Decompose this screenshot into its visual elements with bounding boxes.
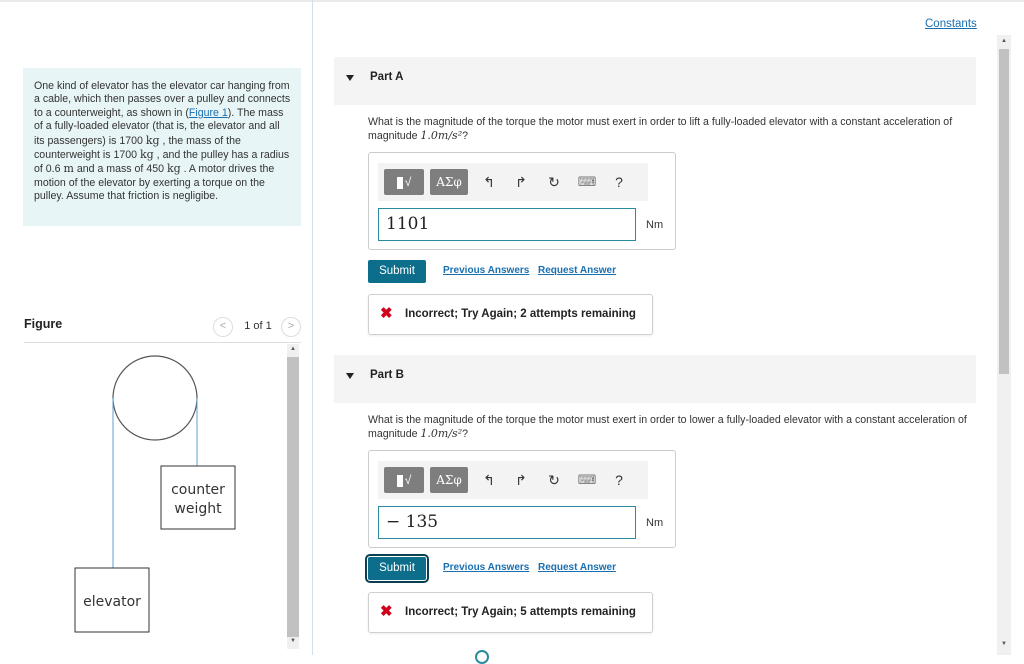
problem-statement <box>23 68 301 226</box>
part-a-answer-box <box>368 152 676 250</box>
part-b-header[interactable] <box>334 355 976 403</box>
collapse-triangle-icon[interactable] <box>346 75 354 81</box>
undo-icon[interactable]: ↰ <box>483 174 495 190</box>
template-block-icon <box>397 475 403 487</box>
keyboard-icon[interactable]: ⌨ <box>577 174 597 189</box>
unit-m: m <box>63 162 74 176</box>
elevator-pulley-diagram <box>24 344 286 655</box>
counterweight-label-1: counter <box>171 482 225 498</box>
question-text: What is the magnitude of the torque the motor must exert in order to lift a fully-loaded elevator with a constant acceleration of magnitude <box>368 116 953 142</box>
unit-kg: kg <box>166 162 181 176</box>
part-b-unit: Nm <box>646 517 664 529</box>
constants-link[interactable]: Constants <box>925 18 977 30</box>
scroll-up-icon[interactable]: ▲ <box>290 346 296 352</box>
scroll-down-icon[interactable]: ▼ <box>1001 641 1007 647</box>
collapse-triangle-icon[interactable] <box>346 373 354 379</box>
part-a-unit: Nm <box>646 219 664 231</box>
problem-text: and a mass of 450 <box>73 163 167 176</box>
redo-icon[interactable]: ↱ <box>515 472 527 488</box>
main-scroll-thumb[interactable] <box>999 49 1009 374</box>
part-b-question <box>368 414 978 441</box>
part-a-submit-button[interactable]: Submit <box>368 260 426 283</box>
figure-link[interactable]: Figure 1 <box>188 106 228 119</box>
part-a-feedback-message: Incorrect; Try Again; 2 attempts remaining <box>405 308 636 320</box>
figure-scrollbar[interactable] <box>287 344 299 649</box>
help-icon[interactable]: ? <box>615 472 623 488</box>
part-a-question <box>368 116 978 143</box>
keyboard-icon[interactable]: ⌨ <box>577 472 597 487</box>
problem-text: . A motor drives the motion of the elevator by exerting a torque on the pulley. Assume that friction is negligibe. <box>34 163 275 203</box>
next-figure-button[interactable]: > <box>281 317 301 337</box>
problem-text: , and the pulley has a radius of 0.6 <box>34 149 290 176</box>
reset-icon[interactable]: ↻ <box>548 472 560 488</box>
acceleration-value: 1.0m/s² <box>420 427 463 440</box>
templates-button[interactable] <box>384 169 424 195</box>
problem-text: One kind of elevator has the elevator car hanging from a cable, which then passes over a pulley and connects to a counterweight, as shown in ( <box>34 80 291 119</box>
part-b-answer-input[interactable]: − 135 <box>378 506 636 539</box>
figure-title: Figure <box>24 317 63 331</box>
part-b-request-answer-link[interactable]: Request Answer <box>538 562 616 573</box>
figure-count: 1 of 1 <box>244 320 272 332</box>
figure-pager <box>213 317 301 337</box>
part-b-answer-box <box>368 450 676 548</box>
question-text: What is the magnitude of the torque the motor must exert in order to lower a fully-loaded elevator with a constant acceleration of magnitude <box>368 414 967 440</box>
part-a-request-answer-link[interactable]: Request Answer <box>538 265 616 276</box>
pane-divider <box>312 0 313 655</box>
question-end: ? <box>462 130 469 142</box>
part-a-feedback <box>368 294 653 335</box>
greek-symbols-button[interactable]: ΑΣφ <box>430 169 468 195</box>
figure-image <box>24 344 286 655</box>
question-end: ? <box>462 428 469 440</box>
left-pane <box>0 0 312 655</box>
undo-icon[interactable]: ↰ <box>483 472 495 488</box>
part-a-answer-input[interactable]: 1101 <box>378 208 636 241</box>
redo-icon[interactable]: ↱ <box>515 174 527 190</box>
acceleration-value: 1.0m/s² <box>420 129 463 142</box>
templates-button[interactable] <box>384 467 424 493</box>
part-b-feedback <box>368 592 653 633</box>
pulley <box>113 356 197 440</box>
incorrect-x-icon: ✖ <box>380 603 393 620</box>
previous-figure-button[interactable]: < <box>213 317 233 337</box>
help-icon[interactable]: ? <box>615 174 623 190</box>
loading-indicator <box>475 650 489 664</box>
main-scrollbar[interactable] <box>997 35 1011 655</box>
unit-kg: kg <box>145 133 160 147</box>
template-block-icon <box>397 177 403 189</box>
sqrt-icon: √ <box>404 473 412 487</box>
greek-symbols-button[interactable]: ΑΣφ <box>430 467 468 493</box>
scroll-down-icon[interactable]: ▼ <box>290 638 296 644</box>
part-b-feedback-message: Incorrect; Try Again; 5 attempts remaining <box>405 606 636 618</box>
part-a-previous-answers-link[interactable]: Previous Answers <box>443 265 530 276</box>
math-toolbar <box>378 461 648 499</box>
part-a-title: Part A <box>370 71 404 83</box>
incorrect-x-icon: ✖ <box>380 305 393 322</box>
elevator-label: elevator <box>83 594 141 610</box>
part-b-title: Part B <box>370 369 404 381</box>
math-toolbar <box>378 163 648 201</box>
figure-divider <box>24 342 301 343</box>
problem-text: , the mass of the counterweight is 1700 <box>34 134 241 162</box>
counterweight-label-2: weight <box>174 501 222 517</box>
unit-kg: kg <box>140 148 154 162</box>
reset-icon[interactable]: ↻ <box>548 174 560 190</box>
scroll-up-icon[interactable]: ▲ <box>1001 38 1007 44</box>
part-b-submit-button[interactable]: Submit <box>368 557 426 580</box>
problem-text: ). The mass of a fully-loaded elevator (that is, the elevator and all its passengers) is 1700 <box>34 106 284 147</box>
figure-scroll-thumb[interactable] <box>287 357 299 637</box>
part-b-previous-answers-link[interactable]: Previous Answers <box>443 562 530 573</box>
sqrt-icon: √ <box>404 175 412 189</box>
part-a-header[interactable] <box>334 57 976 105</box>
